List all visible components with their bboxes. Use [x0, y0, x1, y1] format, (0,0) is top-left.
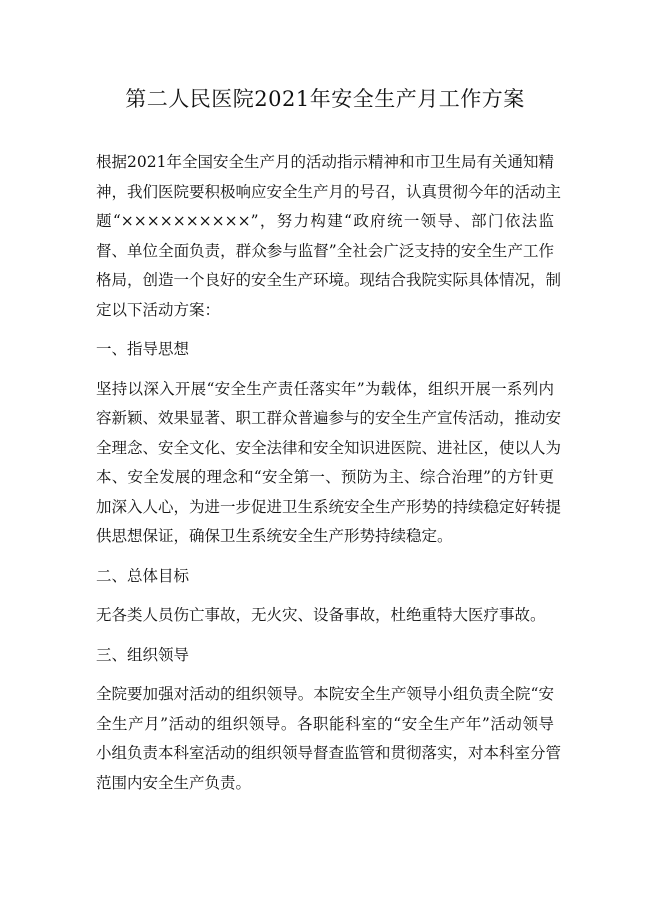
paragraph-line: 本、安全发展的理念和“安全第一、预防为主、综合治理”的方针更 [96, 468, 554, 486]
paragraph-line: 供思想保证，确保卫生系统安全生产形势持续稳定。 [96, 527, 453, 545]
organization-leadership-paragraph [96, 680, 562, 798]
paragraph-line: 全理念、安全文化、安全法律和安全知识进医院、进社区，使以人为 [96, 438, 562, 457]
intro-line: 定以下活动方案： [96, 300, 221, 319]
intro-line: 题“××××××××××”，努力构建“政府统一领导、部门依法监 [96, 212, 554, 230]
intro-paragraph [96, 148, 562, 325]
paragraph-line: 容新颖、效果显著、职工群众普遍参与的安全生产宣传活动，推动安 [96, 409, 562, 427]
guiding-ideology-paragraph [96, 375, 562, 552]
document-title: 第二人民医院2021年安全生产月工作方案 [125, 87, 525, 111]
intro-line: 根据2021年全国安全生产月的活动指示精神和市卫生局有关通知精 [96, 153, 554, 171]
intro-line: 督、单位全面负责，群众参与监督”全社会广泛支持的安全生产工作 [96, 241, 554, 260]
paragraph-line: 坚持以深入开展“安全生产责任落实年”为载体，组织开展一系列内 [96, 379, 554, 398]
paragraph-line: 全生产月”活动的组织领导。各职能科室的“安全生产年”活动领导 [96, 714, 554, 733]
paragraph-line: 范围内安全生产负责。 [96, 773, 252, 792]
section-heading-overall-goal: 二、总体目标 [96, 566, 190, 585]
section-heading-guiding-ideology: 一、指导思想 [96, 340, 190, 358]
paragraph-line: 小组负责本科室活动的组织领导督查监管和贯彻落实，对本科室分管 [96, 744, 562, 762]
section-heading-organization-leadership: 三、组织领导 [96, 645, 190, 664]
paragraph-line: 全院要加强对活动的组织领导。本院安全生产领导小组负责全院“安 [96, 685, 554, 703]
paragraph-line: 加深入人心，为进一步促进卫生系统安全生产形势的持续稳定好转提 [96, 497, 562, 516]
overall-goal-paragraph [96, 601, 554, 631]
paragraph-line: 无各类人员伤亡事故，无火灾、设备事故，杜绝重特大医疗事故。 [96, 606, 546, 624]
intro-line: 神，我们医院要积极响应安全生产月的号召，认真贯彻今年的活动主 [96, 182, 562, 201]
document-body [96, 148, 562, 798]
intro-line: 格局，创造一个良好的安全生产环境。现结合我院实际具体情况，制 [96, 271, 562, 289]
